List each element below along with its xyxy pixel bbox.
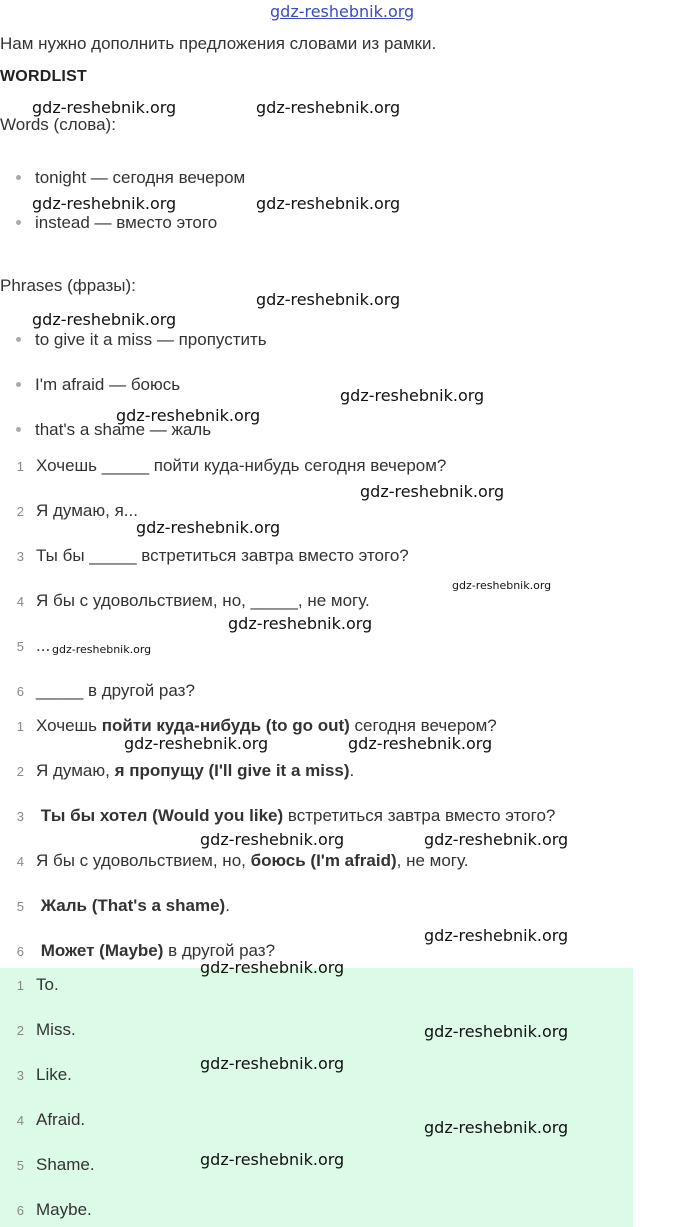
bullet-icon xyxy=(16,220,21,225)
translation-row xyxy=(0,896,230,916)
watermark: gdz-reshebnik.org xyxy=(424,926,569,945)
row-number: 5 xyxy=(16,899,24,914)
phrase-item-text: that's a shame — жаль xyxy=(35,420,212,439)
row-number: 2 xyxy=(16,504,24,519)
watermark: gdz-reshebnik.org xyxy=(424,830,569,849)
translation-highlight: Жаль (That's a shame) xyxy=(40,896,226,915)
row-number: 6 xyxy=(16,684,24,699)
watermark: gdz-reshebnik.org xyxy=(256,98,401,117)
translation-post: сегодня вечером? xyxy=(349,716,497,735)
question-row xyxy=(0,681,195,701)
row-number: 2 xyxy=(16,764,24,779)
row-number: 3 xyxy=(16,549,24,564)
wordlist-heading: WORDLIST xyxy=(0,68,87,85)
row-number: 1 xyxy=(16,719,24,734)
watermark: gdz-reshebnik.org xyxy=(32,310,177,329)
translation-highlight: боюсь (I'm afraid) xyxy=(250,851,397,870)
row-number: 4 xyxy=(16,1113,24,1128)
bullet-icon xyxy=(16,175,21,180)
watermark: gdz-reshebnik.org xyxy=(200,1054,345,1073)
answer-row xyxy=(0,1155,95,1175)
answer-row xyxy=(0,975,59,995)
translation-highlight: я пропущу (I'll give it a miss) xyxy=(114,761,350,780)
answer-row xyxy=(0,1065,72,1085)
watermark: gdz-reshebnik.org xyxy=(348,734,493,753)
row-number: 3 xyxy=(16,1068,24,1083)
answer-text: Afraid. xyxy=(36,1110,86,1129)
question-row xyxy=(0,591,370,611)
words-label: Words (слова): xyxy=(0,115,116,134)
row-number: 4 xyxy=(16,854,24,869)
watermark: gdz-reshebnik.org xyxy=(200,1150,345,1169)
phrases-label: Phrases (фразы): xyxy=(0,276,136,295)
answer-text: Maybe. xyxy=(36,1200,92,1219)
watermark: gdz-reshebnik.org xyxy=(200,958,345,977)
row-number: 6 xyxy=(16,1203,24,1218)
translation-post: . xyxy=(349,761,355,780)
translation-highlight: Ты бы хотел (Would you like) xyxy=(40,806,284,825)
phrase-item xyxy=(16,330,267,350)
watermark: gdz-reshebnik.org xyxy=(256,194,401,213)
translation-pre: Я бы с удовольствием, но, xyxy=(36,851,251,870)
row-number: 2 xyxy=(16,1023,24,1038)
row-number: 4 xyxy=(16,594,24,609)
word-item-text: tonight — сегодня вечером xyxy=(35,168,246,187)
translation-post: в другой раз? xyxy=(163,941,276,960)
row-number: 5 xyxy=(16,639,24,654)
translation-pre: Хочешь xyxy=(36,716,102,735)
row-number: 6 xyxy=(16,944,24,959)
answer-text: Like. xyxy=(36,1065,72,1084)
question-text: Я бы с удовольствием, но, _____, не могу. xyxy=(36,591,370,610)
watermark: gdz-reshebnik.org xyxy=(424,1022,569,1041)
answers-box xyxy=(0,968,633,1227)
word-item xyxy=(16,213,217,233)
watermark: gdz-reshebnik.org xyxy=(256,290,401,309)
watermark: gdz-reshebnik.org xyxy=(32,98,177,117)
translation-highlight: пойти куда-нибудь (to go out) xyxy=(101,716,350,735)
watermark: gdz-reshebnik.org xyxy=(116,406,261,425)
bullet-icon xyxy=(16,337,21,342)
question-text: ... xyxy=(36,636,51,655)
translation-post: . xyxy=(225,896,230,915)
answer-row xyxy=(0,1110,85,1130)
question-row xyxy=(0,636,50,656)
word-item xyxy=(16,168,245,188)
answer-row xyxy=(0,1200,92,1220)
bullet-icon xyxy=(16,427,21,432)
translation-pre: Я думаю, xyxy=(36,761,115,780)
watermark: gdz-reshebnik.org xyxy=(136,518,281,537)
question-row xyxy=(0,456,446,476)
question-text: _____ в другой раз? xyxy=(36,681,195,700)
watermark: gdz-reshebnik.org xyxy=(452,579,552,592)
translation-row xyxy=(0,716,497,736)
watermark: gdz-reshebnik.org xyxy=(52,643,152,656)
watermark: gdz-reshebnik.org xyxy=(360,482,505,501)
row-number: 1 xyxy=(16,978,24,993)
answer-text: To. xyxy=(36,975,59,994)
question-row xyxy=(0,546,409,566)
question-text: Хочешь _____ пойти куда-нибудь сегодня вечером? xyxy=(36,456,447,475)
answer-text: Shame. xyxy=(36,1155,95,1174)
watermark: gdz-reshebnik.org xyxy=(32,194,177,213)
answer-text: Miss. xyxy=(36,1020,76,1039)
translation-post: встретиться завтра вместо этого? xyxy=(283,806,556,825)
watermark: gdz-reshebnik.org xyxy=(228,614,373,633)
translation-row xyxy=(0,806,555,826)
row-number: 3 xyxy=(16,809,24,824)
word-item-text: instead — вместо этого xyxy=(35,213,218,232)
watermark: gdz-reshebnik.org xyxy=(124,734,269,753)
intro-text: Нам нужно дополнить предложения словами из рамки. xyxy=(0,34,437,53)
answer-row xyxy=(0,1020,76,1040)
bullet-icon xyxy=(16,382,21,387)
question-text: Ты бы _____ встретиться завтра вместо этого? xyxy=(36,546,409,565)
watermark: gdz-reshebnik.org xyxy=(200,830,345,849)
watermark: gdz-reshebnik.org xyxy=(340,386,485,405)
phrase-item-text: I'm afraid — боюсь xyxy=(35,375,181,394)
phrase-item-text: to give it a miss — пропустить xyxy=(35,330,267,349)
row-number: 5 xyxy=(16,1158,24,1173)
phrase-item xyxy=(16,375,180,395)
row-number: 1 xyxy=(16,459,24,474)
translation-row xyxy=(0,851,469,871)
translation-row xyxy=(0,761,354,781)
question-text: Я думаю, я... xyxy=(36,501,138,520)
translation-highlight: Может (Maybe) xyxy=(40,941,164,960)
site-link[interactable]: gdz-reshebnik.org xyxy=(270,2,415,21)
watermark: gdz-reshebnik.org xyxy=(424,1118,569,1137)
question-row xyxy=(0,501,138,521)
translation-post: , не могу. xyxy=(396,851,469,870)
